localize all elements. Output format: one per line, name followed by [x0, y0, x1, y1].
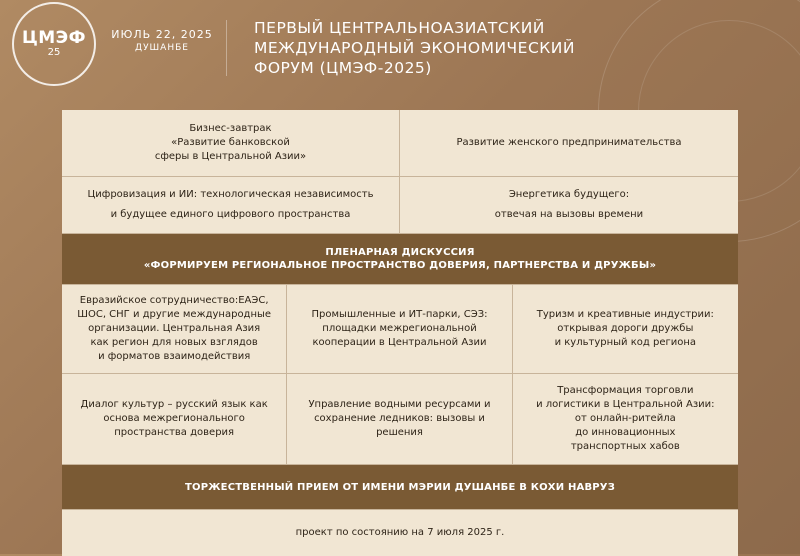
- draft-status-note: проект по состоянию на 7 июля 2025 г.: [62, 510, 738, 556]
- session-energy-future: Энергетика будущего: отвечая на вызовы времени: [400, 177, 738, 233]
- logo-abbr: ЦМЭФ: [21, 28, 87, 48]
- session-industrial-it-parks: Промышленные и ИТ-парки, СЭЗ: площадки межрегиональной кооперации в Центральной Азии: [287, 285, 512, 373]
- program-row: [62, 510, 738, 556]
- session-tourism-creative: Туризм и креативные индустрии: открывая дороги дружбы и культурный код региона: [513, 285, 738, 373]
- session-trade-logistics: Трансформация торговли и логистики в Центральной Азии: от онлайн-ритейла до инновационных транспортных хабов: [513, 374, 738, 464]
- forum-title: ПЕРВЫЙ ЦЕНТРАЛЬНОАЗИАТСКИЙ МЕЖДУНАРОДНЫЙ ЭКОНОМИЧЕСКИЙ ФОРУМ (ЦМЭФ-2025): [254, 19, 575, 77]
- reception-band: ТОРЖЕСТВЕННЫЙ ПРИЕМ ОТ ИМЕНИ МЭРИИ ДУШАНБЕ В КОХИ НАВРУЗ: [62, 465, 738, 509]
- program-row: [62, 285, 738, 374]
- program-table: [62, 110, 738, 556]
- program-row: [62, 234, 738, 285]
- session-water-resources: Управление водными ресурсами и сохранение ледников: вызовы и решения: [287, 374, 512, 464]
- session-dialogue-cultures: Диалог культур – русский язык как основа межрегионального пространства доверия: [62, 374, 287, 464]
- session-banking-breakfast: Бизнес-завтрак «Развитие банковской сферы в Центральной Азии»: [62, 110, 400, 176]
- program-row: [62, 177, 738, 234]
- program-row: [62, 110, 738, 177]
- header: [0, 0, 800, 108]
- event-date: ИЮЛЬ 22, 2025: [111, 28, 213, 41]
- event-city: ДУШАНБЕ: [135, 43, 189, 53]
- session-eurasian-cooperation: Евразийское сотрудничество:ЕАЭС, ШОС, СНГ и другие международные организации. Центральная Азия как регион для новых взглядов и форматов взаимодействия: [62, 285, 287, 373]
- plenary-discussion-band: ПЛЕНАРНАЯ ДИСКУССИЯ «ФОРМИРУЕМ РЕГИОНАЛЬНОЕ ПРОСТРАНСТВО ДОВЕРИЯ, ПАРТНЕРСТВА И ДРУЖБЫ»: [62, 234, 738, 284]
- program-row: [62, 465, 738, 510]
- logo-number: 25: [47, 47, 61, 58]
- session-women-entrepreneurship: Развитие женского предпринимательства: [400, 110, 738, 176]
- session-digitalization-ai: Цифровизация и ИИ: технологическая независимость и будущее единого цифрового пространства: [62, 177, 400, 233]
- header-divider: [226, 20, 227, 76]
- program-row: [62, 374, 738, 465]
- date-block: [108, 28, 216, 54]
- forum-logo: [12, 2, 96, 86]
